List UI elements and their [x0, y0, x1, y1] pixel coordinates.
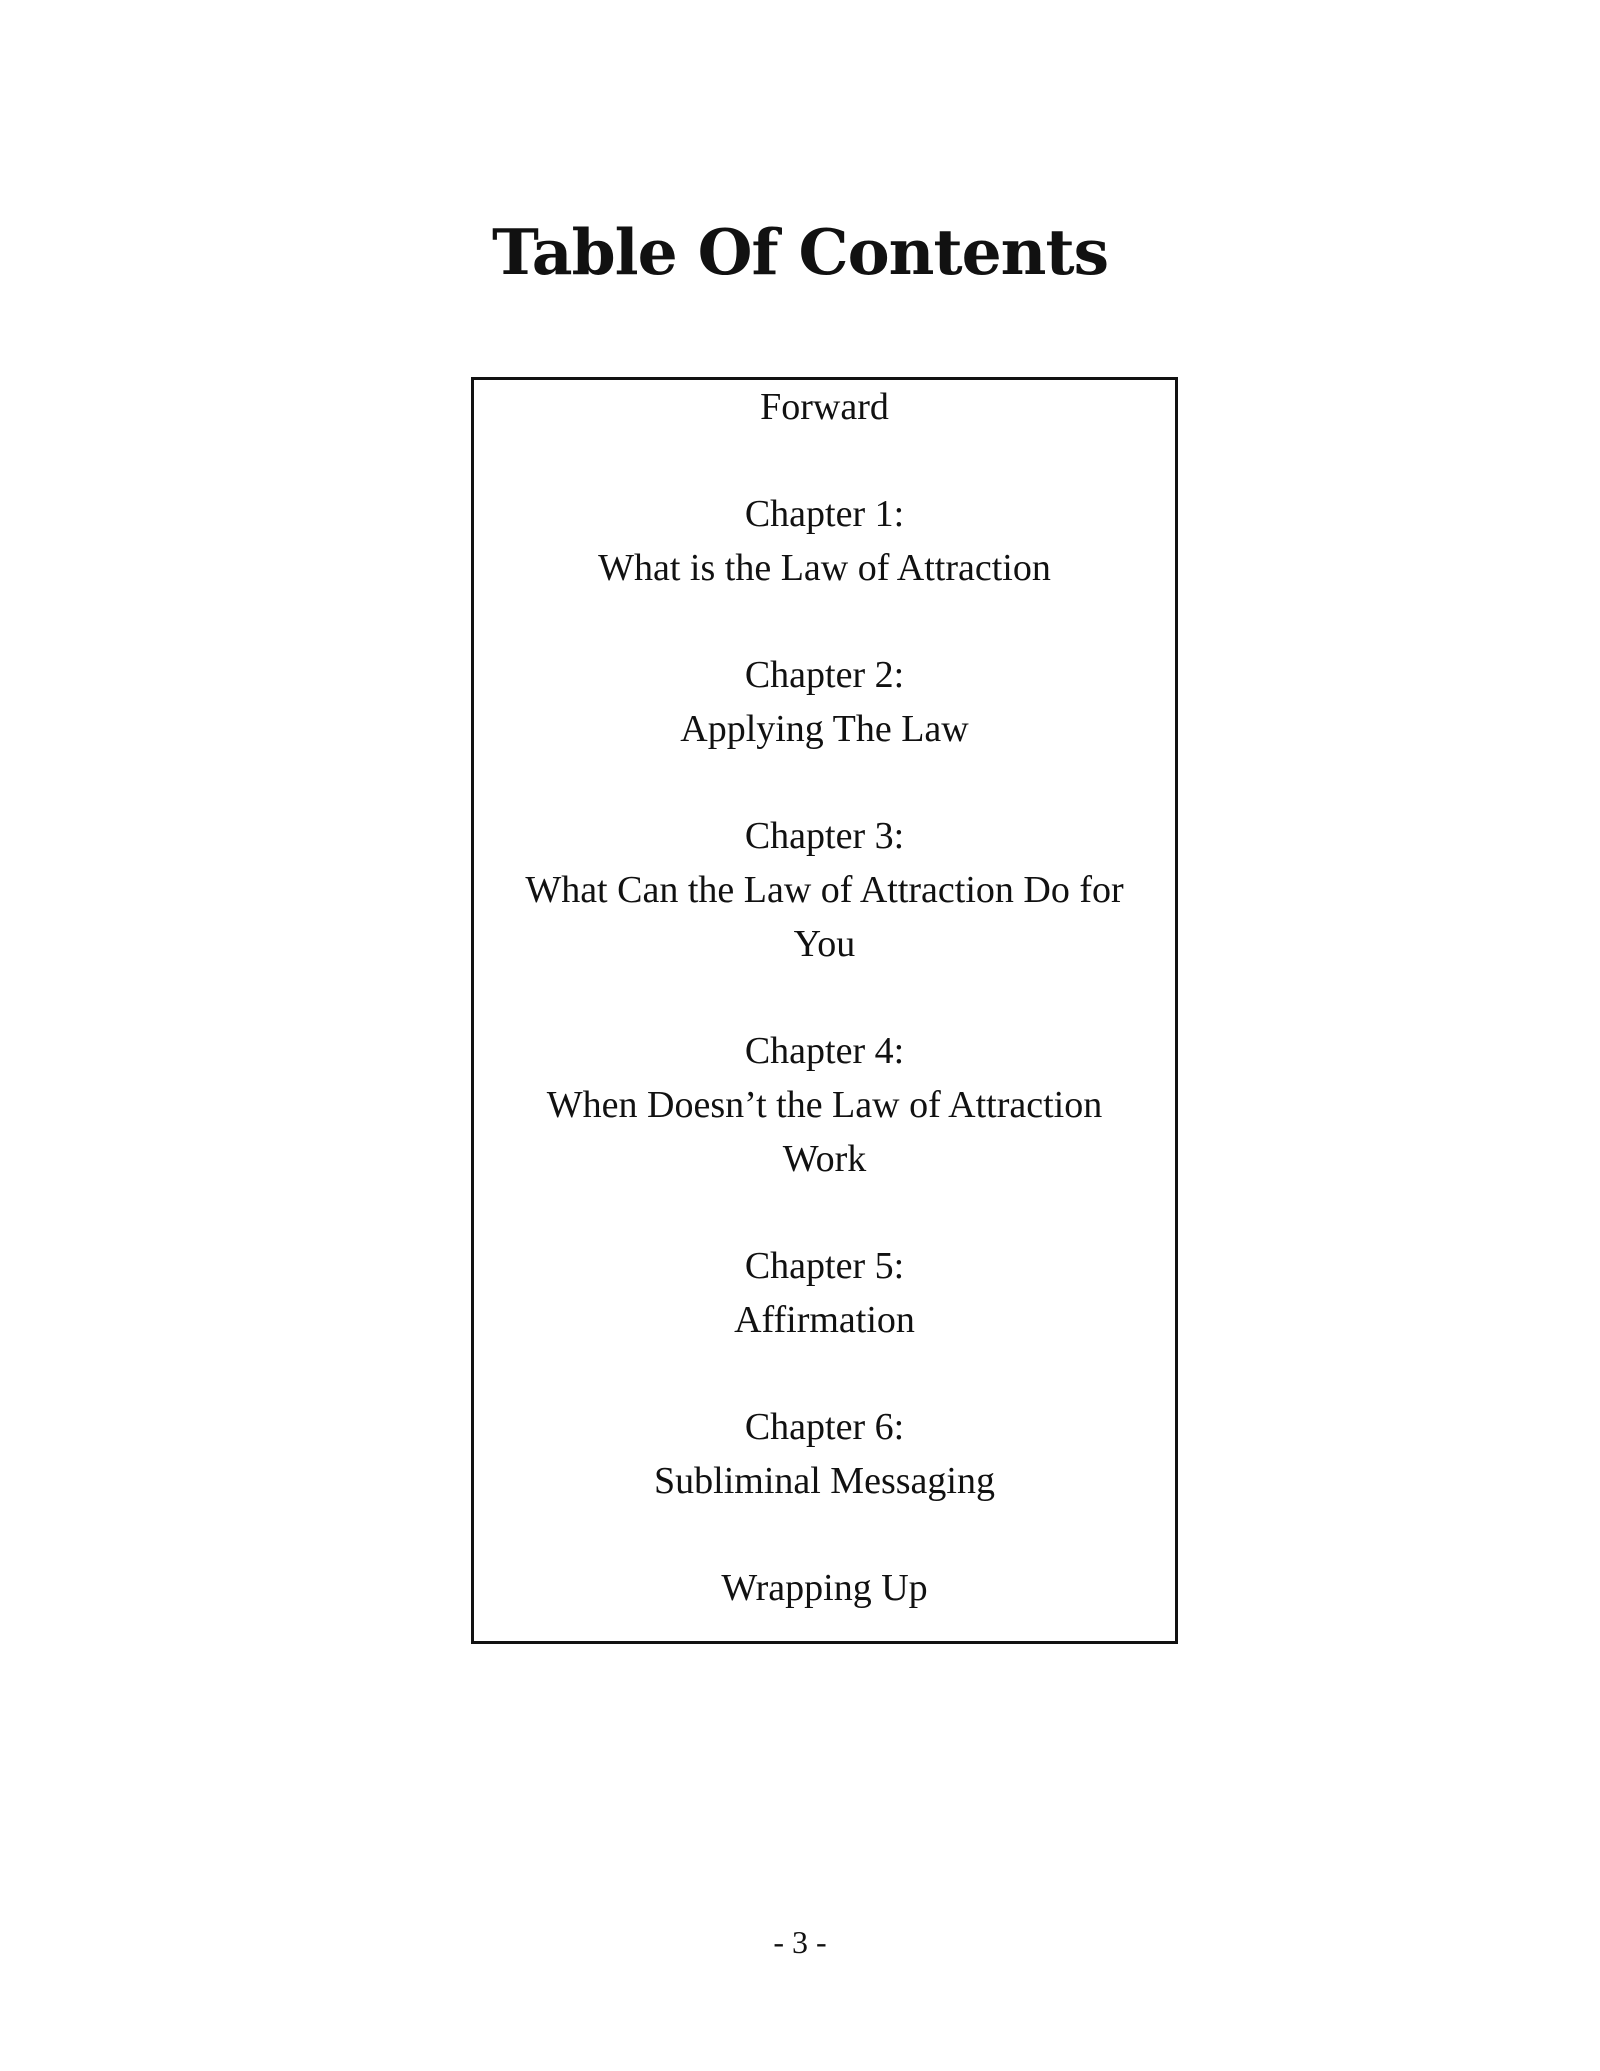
chapter-title: Applying The Law [680, 708, 969, 750]
toc-entry-chapter-1 [474, 487, 1175, 595]
toc-entry-chapter-4 [474, 1024, 1175, 1186]
chapter-title: What is the Law of Attraction [598, 547, 1051, 589]
chapter-number: Chapter 4: [744, 1030, 905, 1072]
chapter-title: What Can the Law of Attraction Do for [525, 869, 1124, 911]
toc-entry-chapter-6 [474, 1400, 1175, 1508]
toc-entry-chapter-2 [474, 648, 1175, 756]
page-title: Table Of Contents [491, 215, 1109, 289]
toc-entry-chapter-3 [474, 809, 1175, 971]
chapter-title-continued: Work [782, 1138, 867, 1180]
chapter-title: Affirmation [734, 1299, 915, 1341]
chapter-number: Chapter 3: [744, 815, 905, 857]
toc-entry-wrapping-up [474, 1561, 1175, 1615]
page-number: - 3 - [773, 1924, 827, 1960]
toc-entry-chapter-5 [474, 1239, 1175, 1347]
table-of-contents-box [471, 377, 1178, 1644]
chapter-title: Subliminal Messaging [654, 1460, 995, 1502]
chapter-title-continued: You [793, 923, 856, 965]
chapter-number: Chapter 2: [744, 654, 905, 696]
chapter-number: Chapter 6: [744, 1406, 905, 1448]
toc-forward-label: Forward [760, 386, 889, 428]
chapter-number: Chapter 5: [744, 1245, 905, 1287]
toc-entry-forward [474, 380, 1175, 434]
chapter-number: Chapter 1: [744, 493, 905, 535]
chapter-title: When Doesn’t the Law of Attraction [546, 1084, 1103, 1126]
toc-wrapping-up-label: Wrapping Up [721, 1567, 928, 1609]
